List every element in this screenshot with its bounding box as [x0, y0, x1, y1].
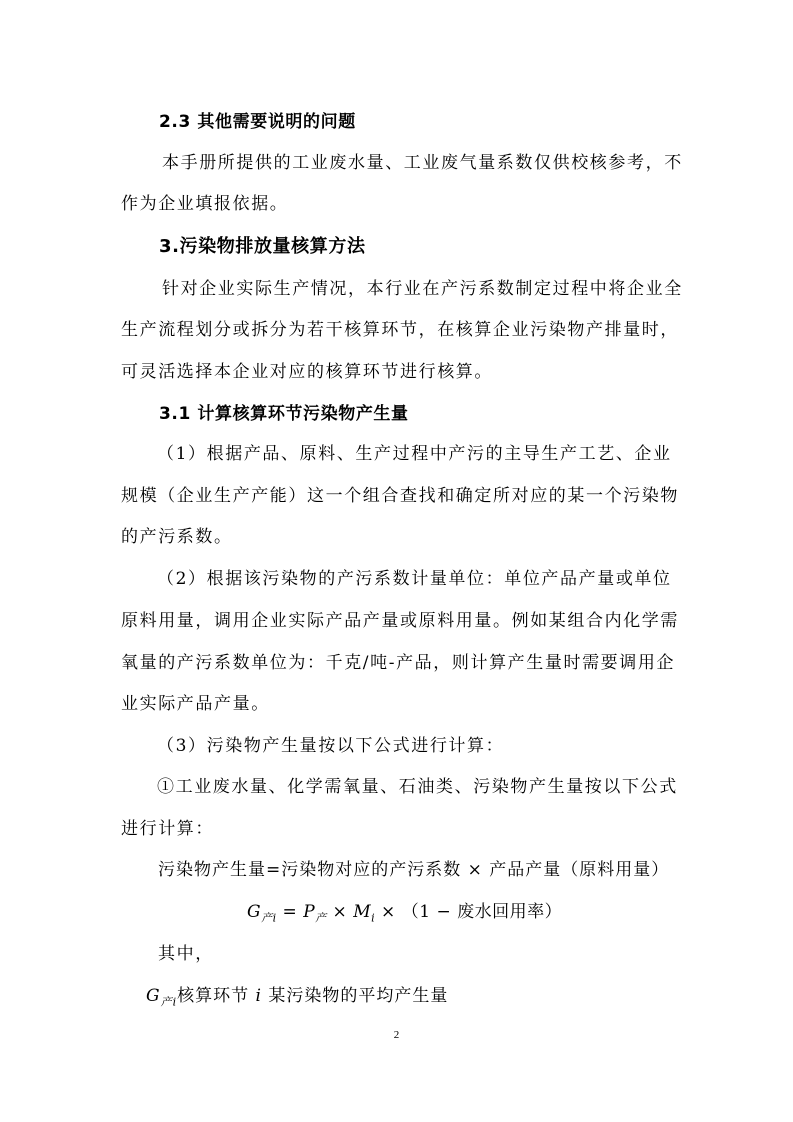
paragraph-line: 作为企业填报依据。 [121, 194, 289, 214]
formula-subscript: 产 [315, 911, 327, 925]
paragraph-line: 针对企业实际生产情况，本行业在产污系数制定过程中将企业全 [162, 279, 683, 299]
formula-operator: = [276, 902, 304, 922]
formula-subscript: 产i [261, 911, 277, 925]
formula-tail: （1 − 废水回用率） [401, 902, 563, 922]
paragraph-line: （2）根据该污染物的产污系数计量单位：单位产品产量或单位 [157, 569, 672, 589]
paragraph-line: （3）污染物产生量按以下公式进行计算： [157, 736, 505, 756]
definition-line [146, 981, 448, 1009]
paragraph-line: 进行计算： [121, 819, 214, 839]
paragraph-line: 氧量的产污系数单位为：千克/吨-产品，则计算产生量时需要调用企 [121, 653, 676, 673]
section-heading-2-3: 2.3 其他需要说明的问题 [159, 112, 356, 132]
paragraph-line: 规模（企业生产产能）这一个组合查找和确定所对应的某一个污染物 [121, 486, 679, 506]
section-heading-3: 3.污染物排放量核算方法 [159, 236, 366, 257]
formula-subscript: i [371, 911, 376, 925]
section-heading-3-1: 3.1 计算核算环节污染物产生量 [159, 404, 409, 424]
formula-operator: × [375, 902, 402, 922]
formula-symbol-m: M [353, 902, 372, 922]
formula-equation [247, 897, 562, 925]
paragraph-line: 业实际产品产量。 [121, 694, 270, 714]
paragraph-line: 原料用量，调用企业实际产品产量或原料用量。例如某组合内化学需 [121, 611, 679, 631]
definition-text: 某污染物的平均产生量 [261, 986, 449, 1006]
paragraph-line: ①工业废水量、化学需氧量、石油类、污染物产生量按以下公式 [157, 777, 678, 797]
paragraph-line: 生产流程划分或拆分为若干核算环节，在核算企业污染物产排量时， [121, 320, 679, 340]
paragraph-line: （1）根据产品、原料、生产过程中产污的主导生产工艺、企业 [157, 444, 672, 464]
formula-subscript: 产i [160, 995, 178, 1009]
where-label: 其中， [158, 944, 214, 964]
formula-symbol-g: G [247, 902, 262, 922]
formula-text: 污染物产生量=污染物对应的产污系数 × 产品产量（原料用量） [158, 860, 670, 880]
formula-symbol-p: P [303, 902, 316, 922]
formula-symbol-i: i [255, 986, 262, 1006]
formula-operator: × [326, 902, 354, 922]
page-number: 2 [393, 1029, 400, 1041]
formula-symbol-g: G [146, 986, 161, 1006]
paragraph-line: 可灵活选择本企业对应的核算环节进行核算。 [121, 362, 493, 382]
definition-text: 核算环节 [177, 986, 256, 1006]
paragraph-line: 的产污系数。 [121, 527, 233, 547]
paragraph-line: 本手册所提供的工业废水量、工业废气量系数仅供校核参考，不 [162, 153, 683, 173]
